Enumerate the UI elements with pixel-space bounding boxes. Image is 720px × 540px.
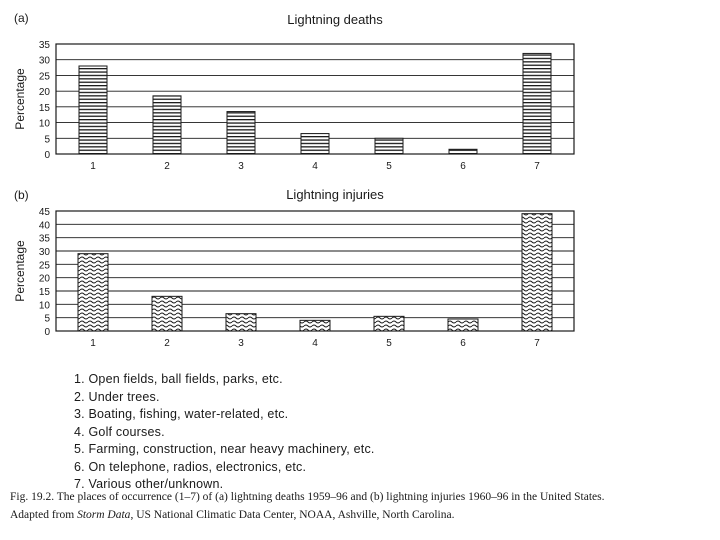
- bar-a-5: [375, 138, 403, 154]
- y-axis-label-a: Percentage: [13, 68, 27, 130]
- bar-b-7: [522, 214, 552, 331]
- bar-b-6: [448, 319, 478, 331]
- legend-item: 4. Golf courses.: [74, 424, 165, 439]
- y-tick-label-b: 0: [44, 327, 50, 338]
- y-tick-label-b: 5: [44, 313, 50, 325]
- y-tick-label-b: 45: [38, 207, 50, 218]
- y-tick-label-a: 25: [38, 71, 50, 83]
- y-tick-label-a: 0: [44, 150, 50, 161]
- chart-title-b: Lightning injuries: [286, 187, 384, 202]
- y-tick-label-b: 20: [38, 273, 50, 285]
- y-tick-label-b: 15: [38, 287, 50, 298]
- x-tick-label-b: 3: [238, 338, 244, 349]
- caption-line-2: [10, 506, 716, 524]
- bar-b-1: [78, 254, 108, 331]
- legend-item: 1. Open fields, ball fields, parks, etc.: [74, 372, 283, 386]
- legend-item: 5. Farming, construction, near heavy machinery, etc.: [74, 442, 375, 456]
- y-tick-label-a: 20: [38, 87, 50, 99]
- x-tick-label-a: 1: [90, 161, 96, 172]
- y-tick-label-a: 35: [38, 40, 50, 51]
- bar-a-2: [153, 96, 181, 154]
- x-tick-label-a: 2: [164, 161, 170, 172]
- legend-item: 3. Boating, fishing, water-related, etc.: [74, 407, 289, 421]
- panel-a-label: (a): [14, 11, 29, 25]
- caption-source-title: Storm Data: [77, 509, 131, 521]
- y-axis-label-b: Percentage: [13, 240, 27, 302]
- x-tick-label-a: 4: [312, 161, 318, 172]
- caption-line-1: Fig. 19.2. The places of occurrence (1–7) of (a) lightning deaths 1959–96 and (b) lightning injuries 1960–96 in the United States.: [10, 491, 605, 503]
- panel-b-label: (b): [14, 188, 29, 202]
- legend-item: 7. Various other/unknown.: [74, 477, 224, 491]
- y-tick-label-b: 35: [38, 233, 50, 245]
- x-tick-label-b: 7: [534, 338, 540, 349]
- x-tick-label-a: 6: [460, 161, 466, 172]
- y-tick-label-a: 15: [38, 102, 50, 114]
- y-tick-label-a: 5: [44, 134, 50, 146]
- bar-b-2: [152, 296, 182, 331]
- x-tick-label-b: 6: [460, 338, 466, 349]
- y-tick-label-b: 30: [38, 247, 50, 258]
- caption-prefix: Adapted from: [10, 509, 78, 521]
- bar-a-6: [449, 149, 477, 154]
- x-tick-label-b: 4: [312, 338, 318, 349]
- bar-a-7: [523, 53, 551, 154]
- bar-a-1: [79, 66, 107, 154]
- bar-b-3: [226, 314, 256, 331]
- y-tick-label-b: 10: [38, 300, 50, 312]
- chart-title-a: Lightning deaths: [287, 12, 383, 27]
- x-tick-label-a: 7: [534, 161, 540, 172]
- x-tick-label-b: 2: [164, 338, 170, 349]
- bar-b-5: [374, 316, 404, 331]
- legend-item: 2. Under trees.: [74, 389, 160, 404]
- figure-caption: [10, 488, 716, 524]
- bar-a-3: [227, 112, 255, 154]
- x-tick-label-a: 3: [238, 161, 244, 172]
- plot-frame-b: [56, 211, 574, 331]
- y-tick-label-a: 30: [38, 55, 50, 67]
- location-legend: [74, 371, 375, 494]
- x-tick-label-b: 1: [90, 338, 96, 349]
- caption-suffix: , US National Climatic Data Center, NOAA, Ashville, North Carolina.: [130, 509, 455, 521]
- bar-a-4: [301, 134, 329, 154]
- y-tick-label-b: 25: [38, 260, 50, 272]
- x-tick-label-b: 5: [386, 338, 392, 349]
- y-tick-label-a: 10: [38, 118, 50, 130]
- x-tick-label-a: 5: [386, 161, 392, 172]
- legend-item: 6. On telephone, radios, electronics, etc.: [74, 459, 307, 474]
- bar-b-4: [300, 320, 330, 331]
- y-tick-label-b: 40: [38, 220, 50, 232]
